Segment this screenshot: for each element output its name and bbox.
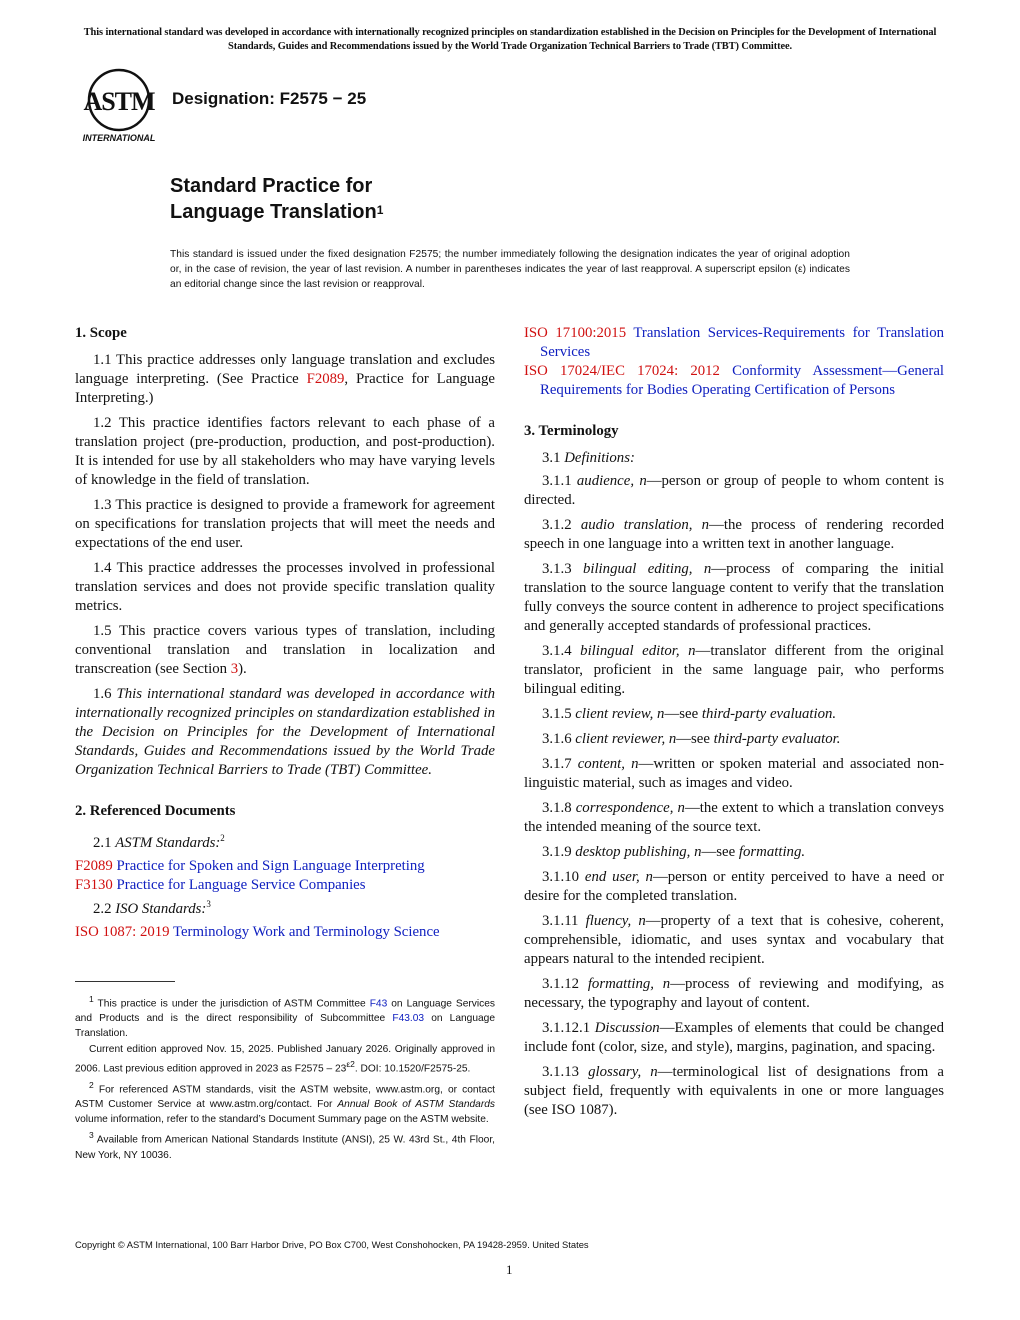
scope-1-4: 1.4 This practice addresses the processes involved in professional translation services and does not provide specific translation quality metrics. xyxy=(75,560,495,614)
title-line-1: Standard Practice for xyxy=(170,175,373,197)
link-f43[interactable]: F43 xyxy=(369,998,388,1010)
left-column xyxy=(75,324,495,942)
term-item: 3.1.7 content, n—written or spoken material and associated non-linguistic material, such as images and video. xyxy=(524,756,944,791)
term-name: client reviewer, n xyxy=(575,731,677,747)
term-item: 3.1.12.1 Discussion—Examples of elements that could be changed include font (color, size, and style), margins, pagination, and spacing. xyxy=(524,1020,944,1055)
term-name: content, n xyxy=(577,756,639,772)
term-name: client review, n xyxy=(575,706,665,722)
term-name: end user, n xyxy=(584,869,653,885)
ref-iso-17024[interactable]: ISO 17024/IEC 17024: 2012 Conformity Assessment—General Requirements for Bodies Operating Certification of Persons xyxy=(524,363,944,398)
terminology-list xyxy=(524,472,944,1120)
ref-f3130[interactable]: F3130 Practice for Language Service Companies xyxy=(75,876,366,893)
term-item: 3.1.13 glossary, n—terminological list of designations from a subject field, frequently with equivalents in one or more languages (see ISO 1087). xyxy=(524,1064,944,1118)
footnote-1-edition: Current edition approved Nov. 15, 2025. Published January 2026. Originally approved in 2006. Last previous edition approved in 2023 as $F2575 - 23^{\varepsilon 2}$. DOI: 10.1520/F2575-25. xyxy=(75,1044,495,1075)
term-item: 3.1.5 client review, n—see third-party evaluation. xyxy=(542,706,837,722)
term-name: bilingual editing, n xyxy=(582,561,712,577)
logo-subtext: INTERNATIONAL xyxy=(82,133,156,143)
term-item: 3.1.10 end user, n—person or entity perceived to have a need or desire for the completed translation. xyxy=(524,869,944,904)
term-name: audience, n xyxy=(576,473,647,489)
scope-1-1: 1.1 This practice addresses only language translation and excludes language interpreting. (See Practice F2089, Practice for Language Interpreting.) xyxy=(75,352,495,406)
link-section-3[interactable]: 3 xyxy=(230,661,239,677)
designation: Designation: F2575 − 25 xyxy=(172,89,367,108)
title-footnote-ref[interactable]: 1 xyxy=(376,203,384,217)
term-name: correspondence, n xyxy=(575,800,685,816)
document-title xyxy=(170,173,383,225)
term-item: 3.1.8 correspondence, n—the extent to which a translation conveys the intended meaning of the source text. xyxy=(524,800,944,835)
term-item: 3.1.6 client reviewer, n—see third-party evaluator. xyxy=(542,731,841,747)
term-name: Discussion xyxy=(594,1020,660,1036)
scope-1-2: 1.2 This practice identifies factors relevant to each phase of a translation project (pre-production, production, and post-production). It is intended for use by all stakeholders who may have varying levels of knowledge in the field of translation. xyxy=(75,415,495,488)
term-item: 3.1.2 audio translation, n—the process of rendering recorded speech in one language into a written text in another language. xyxy=(524,517,944,552)
definitions-label: 3.1 Definitions: xyxy=(542,450,635,466)
iso-standards-label: 2.2 ISO Standards:$^3$ xyxy=(93,898,211,917)
link-f43-03[interactable]: F43.03 xyxy=(392,1013,425,1025)
footnote-2: $^2$ For referenced ASTM standards, visit the ASTM website, www.astm.org, or contact ASTM Customer Service at www.astm.org/contact. For Annual Book of ASTM Standards volume information, refer to the standard’s Document Summary page on the ASTM website. xyxy=(75,1079,495,1126)
footnotes xyxy=(75,992,495,1164)
term-name: glossary, n xyxy=(588,1064,658,1080)
scope-heading: 1. Scope xyxy=(75,325,127,341)
top-notice: This international standard was developed in accordance with internationally recognized principles on standardization established in the Decision on Principles for the Development of International Standards, Guides and Recommendations issued by the World Trade Organization Technical Barriers to Trade (TBT) Committee. xyxy=(83,27,937,52)
astm-logo xyxy=(76,66,162,144)
term-item: 3.1.4 bilingual editor, n—translator different from the original translator, proficient in the same language pair, who performs bilingual editing. xyxy=(524,643,945,697)
footnote-divider xyxy=(75,981,175,982)
term-item: 3.1.11 fluency, n—property of a text that is cohesive, coherent, comprehensible, idiomatic, and uses syntax and vocabulary that appears natural to the intended recipient. xyxy=(524,913,944,967)
page-number: 1 xyxy=(506,1262,513,1277)
logo-text: ASTM xyxy=(83,87,155,116)
term-item: 3.1.12 formatting, n—process of reviewing and modifying, as necessary, the typography and layout of content. xyxy=(524,976,945,1011)
ref-iso-17100[interactable]: ISO 17100:2015 Translation Services-Requirements for Translation Services xyxy=(524,325,944,360)
refdocs-heading: 2. Referenced Documents xyxy=(75,803,236,819)
scope-1-3: 1.3 This practice is designed to provide a framework for agreement on specifications for translation projects that will meet the needs and expectations of the end user. xyxy=(75,497,495,551)
ref-f2089[interactable]: F2089 Practice for Spoken and Sign Language Interpreting xyxy=(75,857,425,874)
title-line-2: Language Translation xyxy=(170,201,377,223)
term-name: desktop publishing, n xyxy=(575,844,702,860)
term-name: bilingual editor, n xyxy=(580,643,696,659)
issue-note: This standard is issued under the fixed designation F2575; the number immediately following the designation indicates the year of original adoption or, in the case of revision, the year of last revision. A number in parentheses indicates the year of last reapproval. A superscript epsilon (ε) indicates an editorial change since the last revision or reapproval. xyxy=(170,249,850,290)
term-item: 3.1.9 desktop publishing, n—see formatting. xyxy=(542,844,806,860)
term-name: formatting, n xyxy=(587,976,671,992)
ref-iso-1087[interactable]: ISO 1087: 2019 Terminology Work and Terminology Science xyxy=(75,923,440,940)
term-item: 3.1.3 bilingual editing, n—process of comparing the initial translation to the source language content to verify that the translation fully conveys the source content in adherence to project specifications and generally accepted standards of professional practices. xyxy=(524,561,945,634)
link-f2089[interactable]: F2089 xyxy=(306,371,345,387)
scope-1-6: 1.6 This international standard was developed in accordance with internationally recognized principles on standardization established in the Decision on Principles for the Development of International Standards, Guides and Recommendations issued by the World Trade Organization Technical Barriers to Trade (TBT) Committee. xyxy=(75,686,495,778)
copyright: Copyright © ASTM International, 100 Barr Harbor Drive, PO Box C700, West Conshohocken, PA 19428-2959. United States xyxy=(75,1239,589,1250)
term-item: 3.1.1 audience, n—person or group of people to whom content is directed. xyxy=(524,473,944,508)
term-name: audio translation, n xyxy=(580,517,710,533)
term-name: fluency, n xyxy=(585,913,646,929)
footnote-1: $^1$ This practice is under the jurisdiction of ASTM Committee F43 on Language Services and Products and is the direct responsibility of Subcommittee F43.03 on Language Translation. xyxy=(75,994,495,1040)
right-column xyxy=(524,324,944,1126)
astm-standards-label: 2.1 ASTM Standards:$^2$ xyxy=(93,833,225,851)
terminology-heading: 3. Terminology xyxy=(524,423,619,439)
scope-1-5: 1.5 This practice covers various types of translation, including conventional translation and translation in localization and transcreation (see Section 3). xyxy=(75,623,495,677)
footnote-3: $^3$ Available from American National Standards Institute (ANSI), 25 W. 43rd St., 4th Floor, New York, NY 10036. xyxy=(75,1130,495,1161)
